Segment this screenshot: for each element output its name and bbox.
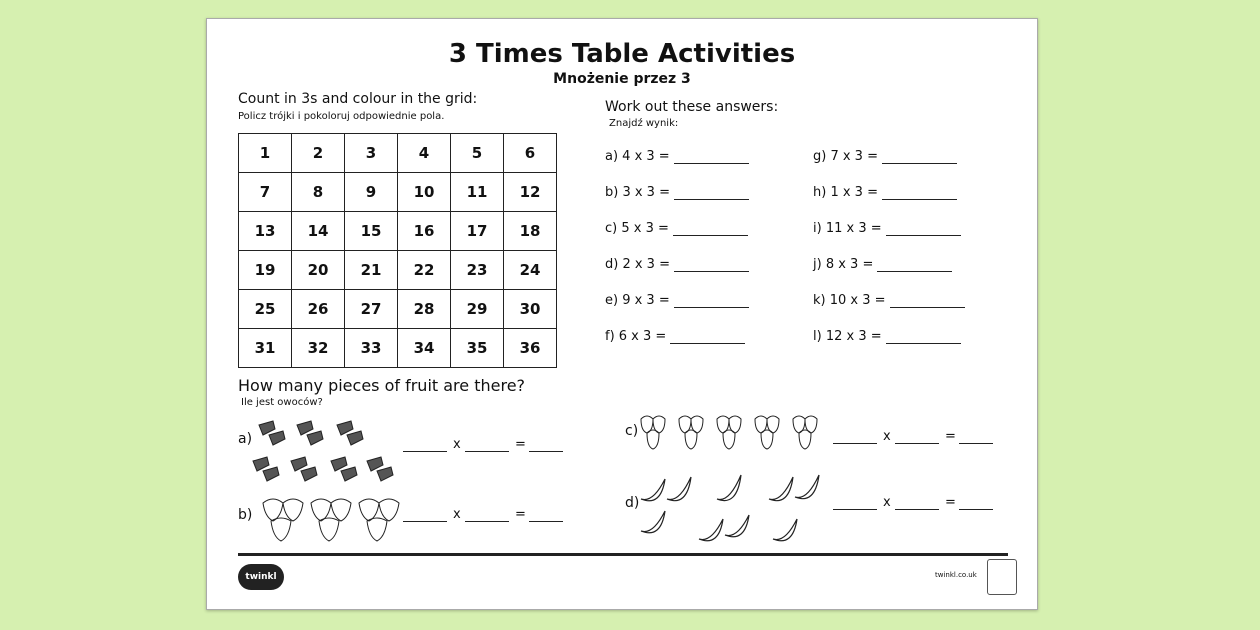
- grid-cell[interactable]: 4: [398, 134, 451, 173]
- equals-sign: =: [515, 437, 526, 452]
- apple-icon: [637, 409, 837, 455]
- worksheet: [206, 18, 1038, 610]
- grid-cell[interactable]: 20: [292, 251, 345, 290]
- question-text: e) 9 x 3 =: [605, 293, 670, 308]
- grid-cell[interactable]: 33: [345, 329, 398, 368]
- grid-cell[interactable]: 26: [292, 290, 345, 329]
- grid-row: [239, 290, 557, 329]
- question-text: i) 11 x 3 =: [813, 221, 882, 236]
- grid-cell[interactable]: 21: [345, 251, 398, 290]
- grid-cell[interactable]: 29: [451, 290, 504, 329]
- grid-cell[interactable]: 34: [398, 329, 451, 368]
- grid-cell[interactable]: 11: [451, 173, 504, 212]
- question-item: [813, 329, 961, 344]
- twinkl-logo: twinkl: [238, 564, 284, 590]
- equation-a: [403, 437, 573, 457]
- question-item: [605, 221, 748, 236]
- fruit-question-pl: Ile jest owoców?: [241, 397, 323, 408]
- times-sign: x: [883, 429, 891, 444]
- equation-d: [833, 495, 1003, 515]
- answer-blank[interactable]: [890, 293, 965, 308]
- answer-blank[interactable]: [674, 293, 749, 308]
- equals-sign: =: [945, 429, 956, 444]
- answer-line[interactable]: [895, 443, 939, 444]
- answer-blank[interactable]: [877, 257, 952, 272]
- question-text: l) 12 x 3 =: [813, 329, 882, 344]
- equals-sign: =: [515, 507, 526, 522]
- grid-cell[interactable]: 30: [504, 290, 557, 329]
- question-text: k) 10 x 3 =: [813, 293, 886, 308]
- answer-blank[interactable]: [886, 221, 961, 236]
- question-text: f) 6 x 3 =: [605, 329, 667, 344]
- grid-cell[interactable]: 17: [451, 212, 504, 251]
- question-text: g) 7 x 3 =: [813, 149, 878, 164]
- grid-cell[interactable]: 2: [292, 134, 345, 173]
- grid-cell[interactable]: 23: [451, 251, 504, 290]
- grid-row: [239, 134, 557, 173]
- question-item: [813, 221, 961, 236]
- answer-blank[interactable]: [670, 329, 745, 344]
- answer-blank[interactable]: [886, 329, 961, 344]
- strawberry-icon: [249, 415, 399, 487]
- grid-cell[interactable]: 14: [292, 212, 345, 251]
- times-sign: x: [453, 507, 461, 522]
- answers-instruction-pl: Znajdź wynik:: [609, 118, 679, 129]
- answer-line[interactable]: [465, 451, 509, 452]
- grid-row: [239, 251, 557, 290]
- grid-cell[interactable]: 27: [345, 290, 398, 329]
- grid-cell[interactable]: 1: [239, 134, 292, 173]
- grid-cell[interactable]: 36: [504, 329, 557, 368]
- times-sign: x: [453, 437, 461, 452]
- equation-b: [403, 507, 573, 527]
- question-item: [813, 257, 952, 272]
- footer-url: twinkl.co.uk: [935, 571, 977, 579]
- number-grid: [238, 133, 557, 368]
- grid-cell[interactable]: 28: [398, 290, 451, 329]
- answer-blank[interactable]: [674, 185, 749, 200]
- answer-line[interactable]: [465, 521, 509, 522]
- answer-line[interactable]: [833, 509, 877, 510]
- fruit-question: How many pieces of fruit are there?: [238, 376, 526, 395]
- grid-row: [239, 329, 557, 368]
- grid-cell[interactable]: 24: [504, 251, 557, 290]
- answer-blank[interactable]: [673, 221, 748, 236]
- grid-row: [239, 212, 557, 251]
- answer-line[interactable]: [403, 451, 447, 452]
- answer-line[interactable]: [959, 509, 993, 510]
- grid-cell[interactable]: 19: [239, 251, 292, 290]
- worksheet-subtitle: Mnożenie przez 3: [553, 71, 691, 87]
- quality-stamp-icon: [987, 559, 1017, 595]
- grid-cell[interactable]: 18: [504, 212, 557, 251]
- question-text: d) 2 x 3 =: [605, 257, 670, 272]
- grid-cell[interactable]: 5: [451, 134, 504, 173]
- times-sign: x: [883, 495, 891, 510]
- question-text: h) 1 x 3 =: [813, 185, 878, 200]
- equation-c: [833, 429, 1003, 449]
- grid-cell[interactable]: 31: [239, 329, 292, 368]
- strawberry-outline-icon: [257, 493, 407, 545]
- question-item: [605, 185, 749, 200]
- grid-cell[interactable]: 15: [345, 212, 398, 251]
- answer-line[interactable]: [403, 521, 447, 522]
- question-item: [813, 185, 957, 200]
- question-item: [605, 257, 749, 272]
- grid-instruction: Count in 3s and colour in the grid:: [238, 91, 478, 107]
- grid-cell[interactable]: 9: [345, 173, 398, 212]
- grid-cell[interactable]: 8: [292, 173, 345, 212]
- grid-cell[interactable]: 25: [239, 290, 292, 329]
- worksheet-title: 3 Times Table Activities: [448, 39, 796, 69]
- grid-cell[interactable]: 3: [345, 134, 398, 173]
- equals-sign: =: [945, 495, 956, 510]
- grid-row: [239, 173, 557, 212]
- question-item: [813, 149, 957, 164]
- grid-cell[interactable]: 6: [504, 134, 557, 173]
- answer-blank[interactable]: [674, 149, 749, 164]
- grid-cell[interactable]: 32: [292, 329, 345, 368]
- question-text: b) 3 x 3 =: [605, 185, 670, 200]
- question-item: [605, 149, 749, 164]
- footer-divider: [238, 553, 1008, 556]
- fruit-label-c: c): [625, 423, 639, 439]
- grid-cell[interactable]: 7: [239, 173, 292, 212]
- grid-cell[interactable]: 12: [504, 173, 557, 212]
- question-item: [813, 293, 965, 308]
- grid-cell[interactable]: 22: [398, 251, 451, 290]
- grid-cell[interactable]: 35: [451, 329, 504, 368]
- answer-blank[interactable]: [882, 149, 957, 164]
- question-text: a) 4 x 3 =: [605, 149, 670, 164]
- grid-cell[interactable]: 16: [398, 212, 451, 251]
- fruit-label-b: b): [238, 507, 253, 523]
- grid-instruction-pl: Policz trójki i pokoloruj odpowiednie pola.: [238, 111, 445, 122]
- answer-line[interactable]: [895, 509, 939, 510]
- question-text: c) 5 x 3 =: [605, 221, 669, 236]
- answer-blank[interactable]: [882, 185, 957, 200]
- answer-line[interactable]: [529, 521, 563, 522]
- answer-blank[interactable]: [674, 257, 749, 272]
- answer-line[interactable]: [833, 443, 877, 444]
- fruit-label-d: d): [625, 495, 640, 511]
- question-item: [605, 329, 745, 344]
- question-text: j) 8 x 3 =: [813, 257, 874, 272]
- fruit-label-a: a): [238, 431, 253, 447]
- grid-cell[interactable]: 13: [239, 212, 292, 251]
- answer-line[interactable]: [529, 451, 563, 452]
- question-item: [605, 293, 749, 308]
- grid-cell[interactable]: 10: [398, 173, 451, 212]
- answer-line[interactable]: [959, 443, 993, 444]
- banana-icon: [637, 469, 837, 549]
- answers-instruction: Work out these answers:: [605, 99, 779, 115]
